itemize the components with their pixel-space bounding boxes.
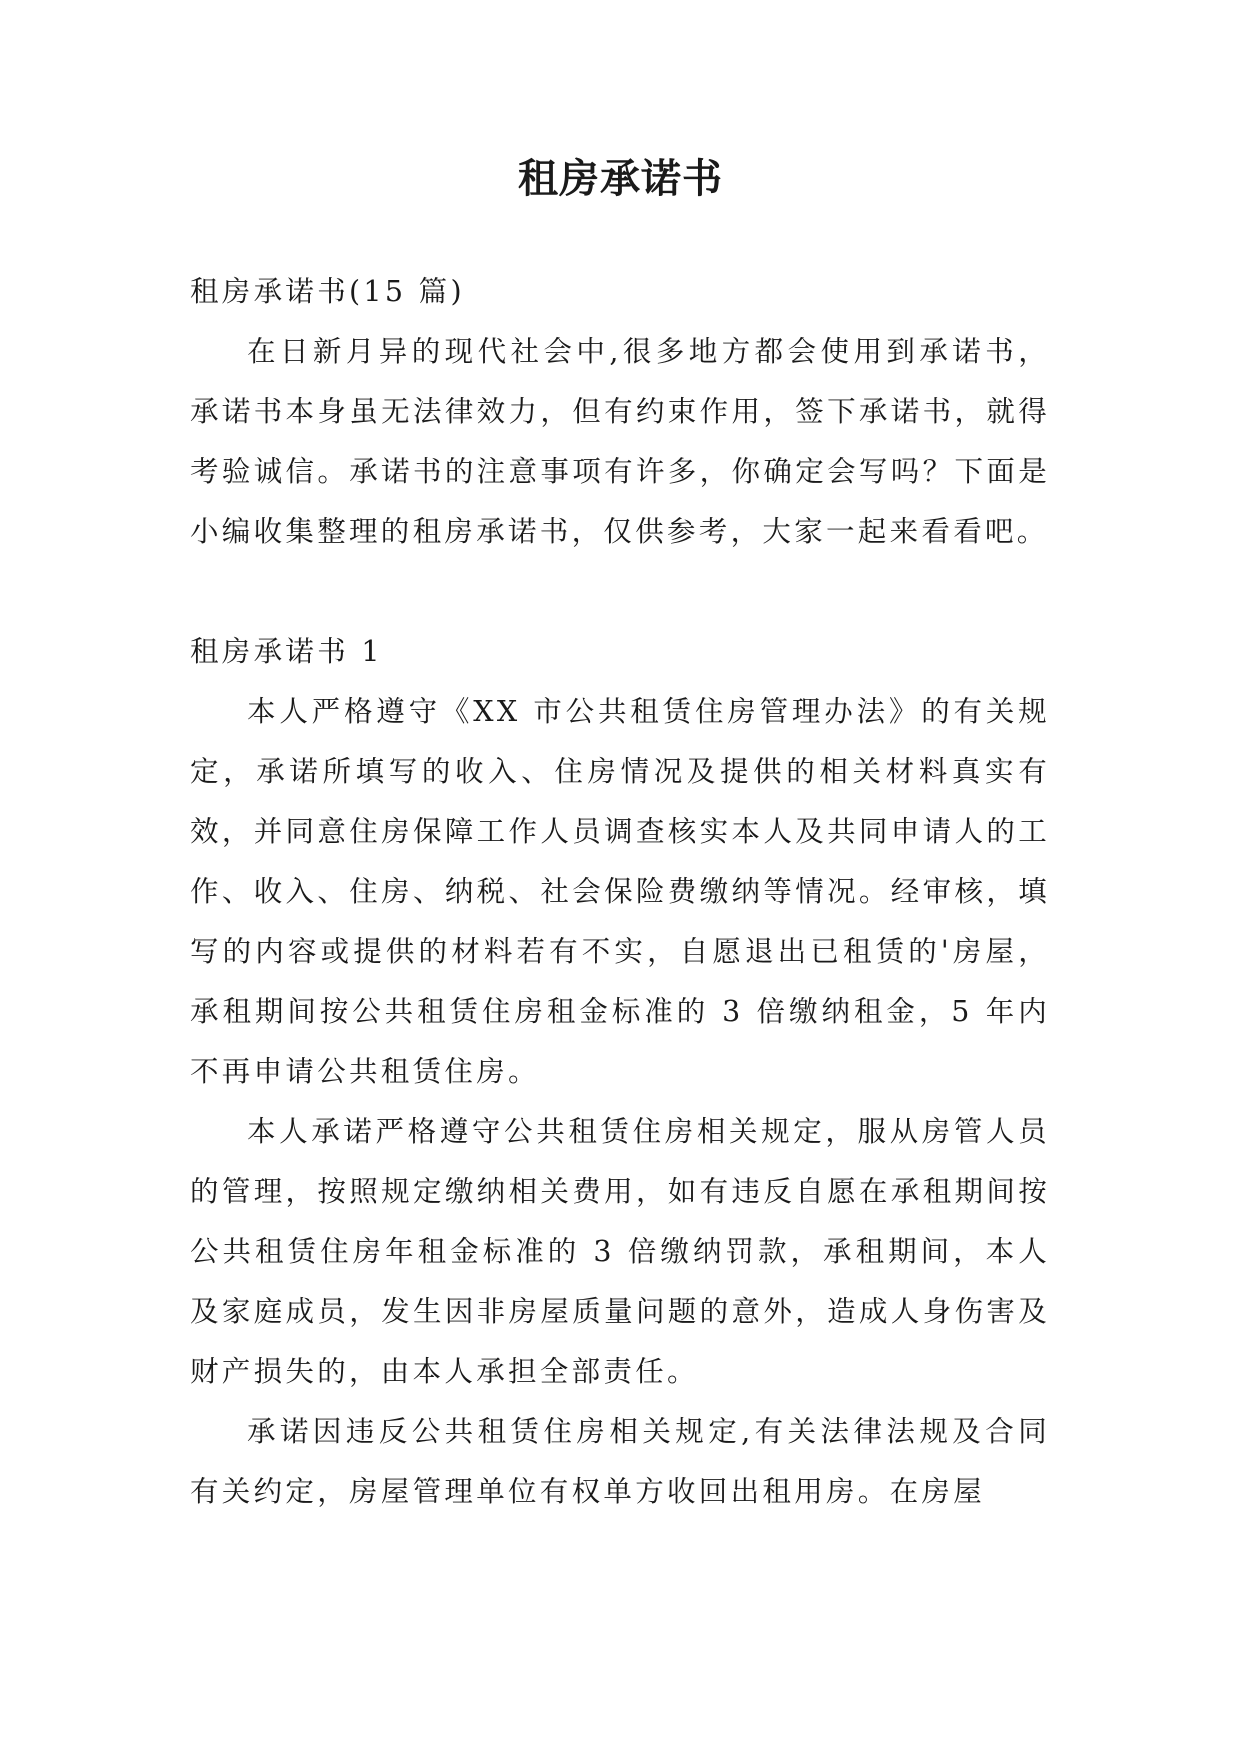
section1-heading: 租房承诺书 1 (190, 635, 383, 668)
document-body (190, 262, 1050, 1522)
document-title: 租房承诺书 (518, 155, 723, 202)
intro-heading: 租房承诺书(15 篇) (190, 275, 465, 308)
section-spacer (190, 562, 1050, 622)
section1-paragraph-2: 本人承诺严格遵守公共租赁住房相关规定，服从房管人员的管理，按照规定缴纳相关费用，如有违反自愿在承租期间按公共租赁住房年租金标准的 3 倍缴纳罚款，承租期间，本人及家庭成员，发生因非房屋质量问题的意外，造成人身伤害及财产损失的，由本人承担全部责任。 (190, 1115, 1050, 1388)
section1-paragraph-1: 本人严格遵守《XX 市公共租赁住房管理办法》的有关规定，承诺所填写的收入、住房情况及提供的相关材料真实有效，并同意住房保障工作人员调查核实本人及共同申请人的工作、收入、住房、纳税、社会保险费缴纳等情况。经审核，填写的内容或提供的材料若有不实，自愿退出已租赁的'房屋，承租期间按公共租赁住房租金标准的 3 倍缴纳租金，5 年内不再申请公共租赁住房。 (190, 695, 1050, 1088)
section1-paragraph-3: 承诺因违反公共租赁住房相关规定,有关法律法规及合同有关约定，房屋管理单位有权单方收回出租用房。在房屋 (190, 1415, 1050, 1508)
intro-paragraph: 在日新月异的现代社会中,很多地方都会使用到承诺书，承诺书本身虽无法律效力，但有约束作用，签下承诺书，就得考验诚信。承诺书的注意事项有许多，你确定会写吗？下面是小编收集整理的租房承诺书，仅供参考，大家一起来看看吧。 (190, 335, 1050, 548)
